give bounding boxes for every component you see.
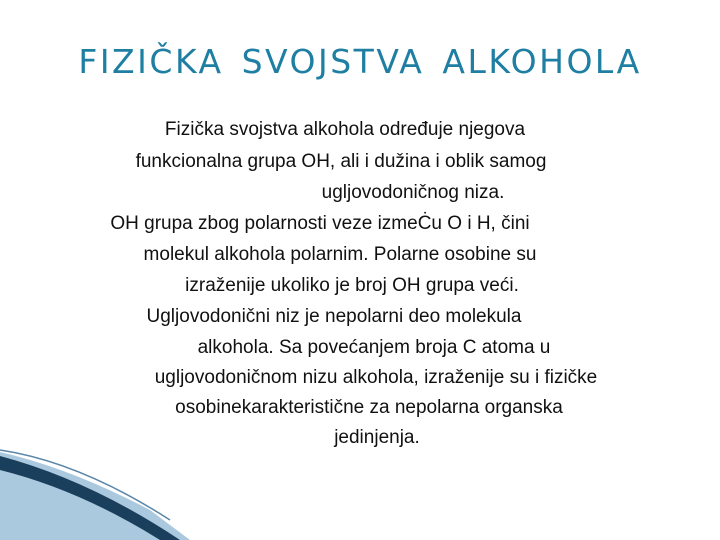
title-word: ALKOHOLA — [442, 42, 642, 81]
body-line: ugljovodoničnom nizu alkohola, izraženije su i fizičke — [154, 367, 598, 388]
title-word: FIZIČKA — [78, 42, 224, 81]
body-line: molekul alkohola polarnim. Polarne osobine su — [143, 244, 537, 265]
body-line: Ugljovodonični niz je nepolarni deo molekula — [146, 306, 522, 327]
body-line: alkohola. Sa povećanjem broja C atoma u — [197, 337, 551, 358]
body-line: ugljovodoničnog niza. — [321, 182, 505, 203]
body-line: izraženije ukoliko je broj OH grupa veći. — [185, 275, 519, 296]
body-line: osobinekarakteristične za nepolarna organska — [175, 397, 563, 418]
title-word: SVOJSTVA — [241, 42, 425, 81]
body-line: Fizička svojstva alkohola određuje njegova — [164, 119, 526, 140]
body-line: OH grupa zbog polarnosti veze izmeĊu O i H, čini — [110, 213, 530, 234]
body-line: funkcionalna grupa OH, ali i dužina i oblik samog — [135, 151, 547, 172]
body-line: jedinjenja. — [334, 427, 420, 448]
